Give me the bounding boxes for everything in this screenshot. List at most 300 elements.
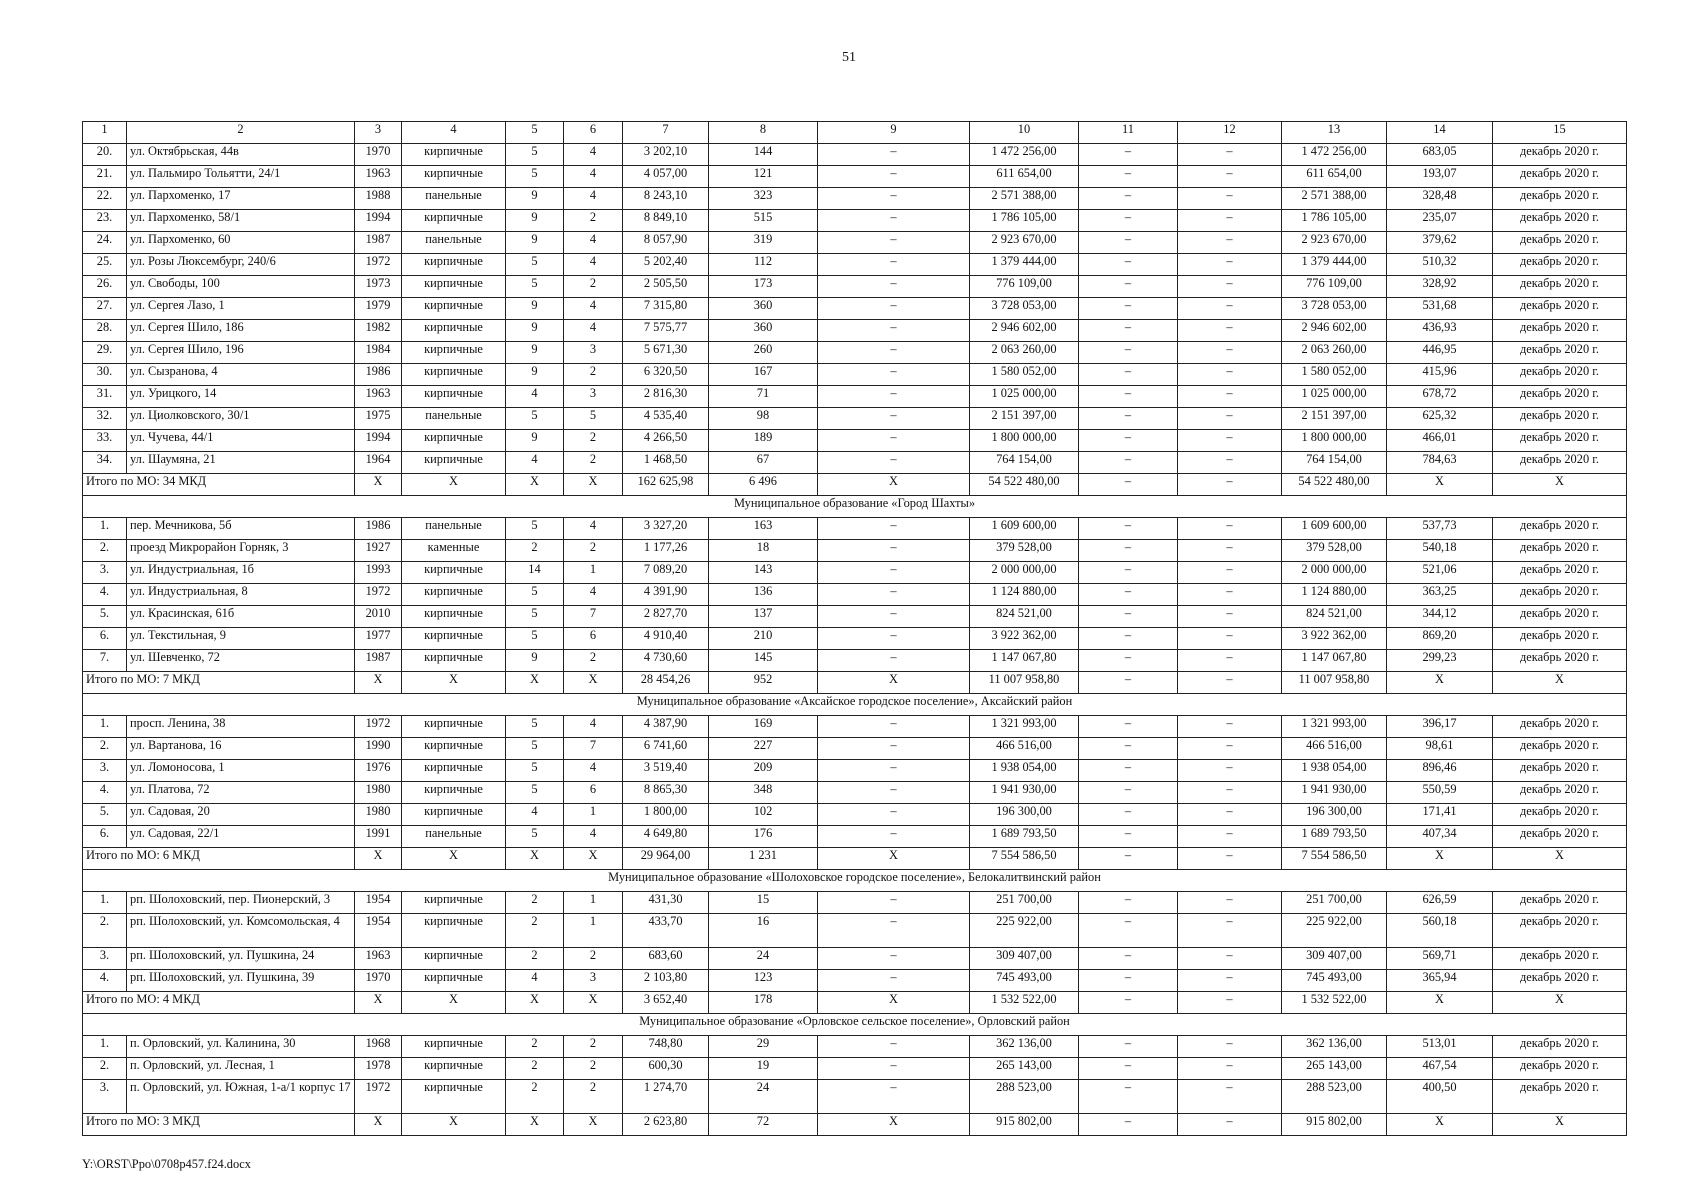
table-cell: 5: [506, 782, 564, 804]
row-number-cell: 1.: [83, 1036, 127, 1058]
table-cell: 379,62: [1387, 232, 1493, 254]
table-cell: 2 946 602,00: [970, 320, 1079, 342]
table-cell: –: [818, 254, 970, 276]
table-cell: 2: [506, 1058, 564, 1080]
total-row: [83, 474, 1627, 496]
table-cell: 9: [506, 320, 564, 342]
table-cell: 9: [506, 210, 564, 232]
table-cell: 5: [506, 254, 564, 276]
table-cell: –: [818, 970, 970, 992]
table-cell: 288 523,00: [970, 1080, 1079, 1114]
table-cell: 5: [506, 166, 564, 188]
total-cell: –: [1079, 992, 1178, 1014]
table-cell: 2 000 000,00: [970, 562, 1079, 584]
table-cell: декабрь 2020 г.: [1493, 892, 1627, 914]
table-row: [83, 166, 1627, 188]
table-cell: –: [1079, 320, 1178, 342]
row-number-cell: 34.: [83, 452, 127, 474]
table-cell: 16: [709, 914, 818, 948]
total-cell: X: [1387, 672, 1493, 694]
table-cell: 764 154,00: [970, 452, 1079, 474]
total-cell: X: [506, 992, 564, 1014]
table-cell: 2: [564, 210, 623, 232]
table-cell: 123: [709, 970, 818, 992]
table-cell: 1 786 105,00: [970, 210, 1079, 232]
total-cell: X: [355, 672, 402, 694]
table-cell: кирпичные: [402, 628, 506, 650]
column-number-header: 7: [623, 122, 709, 144]
table-cell: декабрь 2020 г.: [1493, 342, 1627, 364]
table-cell: декабрь 2020 г.: [1493, 452, 1627, 474]
address-cell: ул. Платова, 72: [127, 782, 355, 804]
table-cell: 9: [506, 364, 564, 386]
table-cell: –: [818, 804, 970, 826]
table-cell: 24: [709, 1080, 818, 1114]
row-number-cell: 5.: [83, 804, 127, 826]
table-row: [83, 650, 1627, 672]
table-cell: панельные: [402, 518, 506, 540]
table-cell: 2: [564, 540, 623, 562]
table-cell: –: [818, 606, 970, 628]
table-cell: 4 057,00: [623, 166, 709, 188]
table-cell: 446,95: [1387, 342, 1493, 364]
table-cell: 3 922 362,00: [1282, 628, 1387, 650]
row-number-cell: 3.: [83, 948, 127, 970]
footer-file-path: Y:\ORST\Ppo\0708p457.f24.docx: [82, 1157, 251, 1171]
table-cell: 748,80: [623, 1036, 709, 1058]
table-cell: 2: [564, 364, 623, 386]
column-number-header: 8: [709, 122, 818, 144]
row-number-cell: 26.: [83, 276, 127, 298]
table-cell: 5: [506, 276, 564, 298]
table-cell: 171,41: [1387, 804, 1493, 826]
table-cell: 611 654,00: [970, 166, 1079, 188]
table-cell: 1972: [355, 254, 402, 276]
table-row: [83, 892, 1627, 914]
table-cell: 5: [506, 628, 564, 650]
address-cell: ул. Сергея Шило, 186: [127, 320, 355, 342]
table-cell: кирпичные: [402, 562, 506, 584]
table-cell: –: [1178, 606, 1282, 628]
column-number-header: 5: [506, 122, 564, 144]
total-cell: 54 522 480,00: [1282, 474, 1387, 496]
table-header-row: [83, 122, 1627, 144]
table-cell: –: [1079, 628, 1178, 650]
table-cell: 7: [564, 606, 623, 628]
table-cell: кирпичные: [402, 782, 506, 804]
table-cell: 4: [564, 254, 623, 276]
table-cell: –: [1079, 782, 1178, 804]
table-cell: 521,06: [1387, 562, 1493, 584]
table-cell: кирпичные: [402, 298, 506, 320]
municipality-heading: Муниципальное образование «Аксайское городское поселение», Аксайский район: [83, 694, 1627, 716]
table-cell: 433,70: [623, 914, 709, 948]
table-cell: –: [1178, 782, 1282, 804]
table-cell: 328,92: [1387, 276, 1493, 298]
table-cell: 379 528,00: [1282, 540, 1387, 562]
column-number-header: 6: [564, 122, 623, 144]
table-cell: 1 800,00: [623, 804, 709, 826]
total-cell: –: [1079, 672, 1178, 694]
table-cell: 510,32: [1387, 254, 1493, 276]
total-cell: X: [355, 992, 402, 1014]
table-cell: 1991: [355, 826, 402, 848]
address-cell: ул. Сергея Лазо, 1: [127, 298, 355, 320]
table-cell: 2 571 388,00: [1282, 188, 1387, 210]
table-cell: кирпичные: [402, 452, 506, 474]
total-cell: X: [506, 672, 564, 694]
table-cell: 163: [709, 518, 818, 540]
table-cell: 98: [709, 408, 818, 430]
table-cell: 365,94: [1387, 970, 1493, 992]
total-cell: X: [564, 992, 623, 1014]
table-row: [83, 1058, 1627, 1080]
table-cell: 1 800 000,00: [1282, 430, 1387, 452]
row-number-cell: 25.: [83, 254, 127, 276]
table-cell: панельные: [402, 826, 506, 848]
table-cell: 466 516,00: [1282, 738, 1387, 760]
table-cell: 1970: [355, 970, 402, 992]
table-cell: –: [818, 210, 970, 232]
total-label: Итого по МО: 3 МКД: [83, 1114, 355, 1136]
table-cell: кирпичные: [402, 804, 506, 826]
table-row: [83, 144, 1627, 166]
table-cell: 5: [506, 408, 564, 430]
table-cell: –: [818, 364, 970, 386]
table-cell: кирпичные: [402, 738, 506, 760]
table-cell: 225 922,00: [1282, 914, 1387, 948]
table-row: [83, 1080, 1627, 1114]
table-cell: –: [1178, 276, 1282, 298]
table-cell: 1 689 793,50: [970, 826, 1079, 848]
table-cell: 4 910,40: [623, 628, 709, 650]
row-number-cell: 3.: [83, 562, 127, 584]
table-cell: 1975: [355, 408, 402, 430]
table-cell: декабрь 2020 г.: [1493, 782, 1627, 804]
table-cell: 8 865,30: [623, 782, 709, 804]
total-cell: 11 007 958,80: [970, 672, 1079, 694]
table-cell: 193,07: [1387, 166, 1493, 188]
table-cell: –: [1178, 716, 1282, 738]
table-cell: 5: [564, 408, 623, 430]
table-row: [83, 782, 1627, 804]
table-cell: 136: [709, 584, 818, 606]
municipality-heading: Муниципальное образование «Город Шахты»: [83, 496, 1627, 518]
table-cell: 1 468,50: [623, 452, 709, 474]
table-cell: 196 300,00: [970, 804, 1079, 826]
total-cell: X: [1493, 1114, 1627, 1136]
table-cell: 2 816,30: [623, 386, 709, 408]
table-cell: 210: [709, 628, 818, 650]
table-cell: 363,25: [1387, 584, 1493, 606]
table-cell: 379 528,00: [970, 540, 1079, 562]
table-cell: 5 202,40: [623, 254, 709, 276]
table-cell: –: [818, 562, 970, 584]
address-cell: ул. Шаумяна, 21: [127, 452, 355, 474]
total-label: Итого по МО: 34 МКД: [83, 474, 355, 496]
table-cell: –: [1079, 298, 1178, 320]
table-cell: 2: [564, 1036, 623, 1058]
table-cell: 1968: [355, 1036, 402, 1058]
table-cell: кирпичные: [402, 606, 506, 628]
table-cell: декабрь 2020 г.: [1493, 518, 1627, 540]
table-cell: 5: [506, 738, 564, 760]
table-row: [83, 298, 1627, 320]
table-cell: 8 849,10: [623, 210, 709, 232]
table-row: [83, 606, 1627, 628]
table-cell: 1 472 256,00: [970, 144, 1079, 166]
table-cell: –: [1178, 948, 1282, 970]
page-number: 51: [842, 50, 856, 65]
table-cell: –: [1079, 386, 1178, 408]
table-cell: 173: [709, 276, 818, 298]
table-cell: 1972: [355, 584, 402, 606]
table-cell: 1 941 930,00: [1282, 782, 1387, 804]
row-number-cell: 5.: [83, 606, 127, 628]
total-cell: –: [1079, 1114, 1178, 1136]
table-cell: 5: [506, 716, 564, 738]
column-number-header: 13: [1282, 122, 1387, 144]
total-cell: –: [1178, 672, 1282, 694]
table-cell: 5 671,30: [623, 342, 709, 364]
table-cell: 2 151 397,00: [970, 408, 1079, 430]
table-cell: 1982: [355, 320, 402, 342]
table-cell: 1 177,26: [623, 540, 709, 562]
total-label: Итого по МО: 4 МКД: [83, 992, 355, 1014]
table-cell: –: [1178, 232, 1282, 254]
table-cell: 1988: [355, 188, 402, 210]
table-cell: декабрь 2020 г.: [1493, 650, 1627, 672]
table-row: [83, 518, 1627, 540]
table-cell: –: [1079, 166, 1178, 188]
address-cell: ул. Октябрьская, 44в: [127, 144, 355, 166]
table-cell: 5: [506, 584, 564, 606]
table-cell: 776 109,00: [1282, 276, 1387, 298]
total-cell: X: [1387, 992, 1493, 1014]
municipality-heading: Муниципальное образование «Шолоховское городское поселение», Белокалитвинский район: [83, 870, 1627, 892]
table-cell: 683,60: [623, 948, 709, 970]
table-cell: 2: [506, 1080, 564, 1114]
housing-table: [82, 121, 1627, 1136]
table-cell: декабрь 2020 г.: [1493, 540, 1627, 562]
table-cell: –: [818, 452, 970, 474]
table-cell: 1990: [355, 738, 402, 760]
table-cell: 2 946 602,00: [1282, 320, 1387, 342]
address-cell: п. Орловский, ул. Лесная, 1: [127, 1058, 355, 1080]
table-cell: 29: [709, 1036, 818, 1058]
table-cell: 1 609 600,00: [1282, 518, 1387, 540]
table-cell: декабрь 2020 г.: [1493, 254, 1627, 276]
total-cell: X: [402, 992, 506, 1014]
table-cell: –: [818, 948, 970, 970]
table-cell: 1977: [355, 628, 402, 650]
table-cell: кирпичные: [402, 584, 506, 606]
total-cell: 29 964,00: [623, 848, 709, 870]
table-row: [83, 342, 1627, 364]
table-cell: 9: [506, 232, 564, 254]
table-row: [83, 540, 1627, 562]
table-cell: 3 519,40: [623, 760, 709, 782]
address-cell: ул. Чучева, 44/1: [127, 430, 355, 452]
table-cell: 2010: [355, 606, 402, 628]
row-number-cell: 31.: [83, 386, 127, 408]
total-cell: X: [564, 1114, 623, 1136]
table-cell: 1987: [355, 232, 402, 254]
total-row: [83, 992, 1627, 1014]
table-cell: –: [1178, 320, 1282, 342]
table-row: [83, 430, 1627, 452]
table-cell: 531,68: [1387, 298, 1493, 320]
table-cell: 137: [709, 606, 818, 628]
table-cell: 4: [564, 298, 623, 320]
table-cell: 4: [564, 584, 623, 606]
table-cell: –: [1178, 650, 1282, 672]
total-cell: X: [402, 848, 506, 870]
total-cell: X: [1493, 848, 1627, 870]
table-cell: декабрь 2020 г.: [1493, 562, 1627, 584]
table-cell: 1964: [355, 452, 402, 474]
table-cell: кирпичные: [402, 364, 506, 386]
row-number-cell: 33.: [83, 430, 127, 452]
table-cell: –: [1178, 386, 1282, 408]
total-cell: –: [1178, 1114, 1282, 1136]
table-cell: 1984: [355, 342, 402, 364]
table-body: [83, 122, 1627, 1136]
table-cell: 2 505,50: [623, 276, 709, 298]
table-cell: –: [1079, 804, 1178, 826]
table-cell: 8 243,10: [623, 188, 709, 210]
address-cell: ул. Индустриальная, 8: [127, 584, 355, 606]
table-cell: –: [1178, 430, 1282, 452]
row-number-cell: 30.: [83, 364, 127, 386]
table-cell: 2 923 670,00: [1282, 232, 1387, 254]
table-cell: 328,48: [1387, 188, 1493, 210]
total-cell: X: [1493, 992, 1627, 1014]
address-cell: рп. Шолоховский, ул. Пушкина, 39: [127, 970, 355, 992]
address-cell: ул. Вартанова, 16: [127, 738, 355, 760]
table-cell: 4: [506, 804, 564, 826]
table-cell: –: [818, 716, 970, 738]
table-cell: 6 320,50: [623, 364, 709, 386]
table-cell: –: [1079, 540, 1178, 562]
total-cell: –: [1178, 474, 1282, 496]
table-cell: –: [818, 144, 970, 166]
table-cell: –: [1079, 210, 1178, 232]
total-cell: 7 554 586,50: [970, 848, 1079, 870]
table-cell: 2 571 388,00: [970, 188, 1079, 210]
table-cell: –: [1178, 364, 1282, 386]
table-cell: 9: [506, 430, 564, 452]
total-cell: X: [506, 848, 564, 870]
table-cell: –: [1079, 232, 1178, 254]
table-cell: –: [1178, 628, 1282, 650]
table-cell: 1 786 105,00: [1282, 210, 1387, 232]
total-cell: X: [1493, 474, 1627, 496]
row-number-cell: 32.: [83, 408, 127, 430]
table-cell: декабрь 2020 г.: [1493, 970, 1627, 992]
table-cell: –: [1079, 970, 1178, 992]
table-cell: 1980: [355, 804, 402, 826]
column-number-header: 9: [818, 122, 970, 144]
table-cell: 2: [564, 1080, 623, 1114]
table-cell: 189: [709, 430, 818, 452]
table-cell: 144: [709, 144, 818, 166]
table-cell: –: [1178, 342, 1282, 364]
table-cell: 1986: [355, 364, 402, 386]
table-cell: 121: [709, 166, 818, 188]
table-cell: 1972: [355, 1080, 402, 1114]
table-cell: 1 147 067,80: [1282, 650, 1387, 672]
table-cell: –: [1079, 144, 1178, 166]
row-number-cell: 2.: [83, 1058, 127, 1080]
address-cell: ул. Пархоменко, 17: [127, 188, 355, 210]
table-cell: 1 379 444,00: [970, 254, 1079, 276]
address-cell: ул. Урицкого, 14: [127, 386, 355, 408]
table-cell: 9: [506, 188, 564, 210]
table-cell: 225 922,00: [970, 914, 1079, 948]
table-cell: –: [1079, 276, 1178, 298]
table-row: [83, 826, 1627, 848]
table-cell: 4: [564, 144, 623, 166]
table-cell: 1978: [355, 1058, 402, 1080]
table-cell: 1 800 000,00: [970, 430, 1079, 452]
table-cell: 5: [506, 144, 564, 166]
table-cell: 4: [506, 452, 564, 474]
table-cell: 176: [709, 826, 818, 848]
row-number-cell: 6.: [83, 826, 127, 848]
table-cell: 14: [506, 562, 564, 584]
table-cell: –: [818, 738, 970, 760]
table-cell: –: [818, 540, 970, 562]
table-cell: 1 124 880,00: [1282, 584, 1387, 606]
table-row: [83, 970, 1627, 992]
table-cell: кирпичные: [402, 386, 506, 408]
table-cell: кирпичные: [402, 276, 506, 298]
table-cell: декабрь 2020 г.: [1493, 188, 1627, 210]
table-cell: декабрь 2020 г.: [1493, 144, 1627, 166]
address-cell: ул. Текстильная, 9: [127, 628, 355, 650]
total-cell: 1 532 522,00: [970, 992, 1079, 1014]
table-cell: декабрь 2020 г.: [1493, 386, 1627, 408]
table-cell: кирпичные: [402, 914, 506, 948]
table-cell: –: [1079, 738, 1178, 760]
table-cell: –: [1178, 804, 1282, 826]
table-cell: –: [818, 518, 970, 540]
total-cell: 1 231: [709, 848, 818, 870]
table-row: [83, 232, 1627, 254]
table-cell: 98,61: [1387, 738, 1493, 760]
table-row: [83, 254, 1627, 276]
table-cell: –: [818, 276, 970, 298]
table-cell: –: [1178, 144, 1282, 166]
table-cell: 3: [564, 970, 623, 992]
table-cell: –: [818, 320, 970, 342]
table-cell: 776 109,00: [970, 276, 1079, 298]
column-number-header: 3: [355, 122, 402, 144]
row-number-cell: 7.: [83, 650, 127, 672]
column-number-header: 1: [83, 122, 127, 144]
table-cell: 1 025 000,00: [1282, 386, 1387, 408]
table-cell: декабрь 2020 г.: [1493, 1058, 1627, 1080]
column-number-header: 10: [970, 122, 1079, 144]
table-cell: 19: [709, 1058, 818, 1080]
table-row: [83, 948, 1627, 970]
table-cell: 4: [564, 320, 623, 342]
table-cell: 537,73: [1387, 518, 1493, 540]
table-cell: –: [1079, 518, 1178, 540]
table-cell: 1 025 000,00: [970, 386, 1079, 408]
table-cell: –: [818, 232, 970, 254]
